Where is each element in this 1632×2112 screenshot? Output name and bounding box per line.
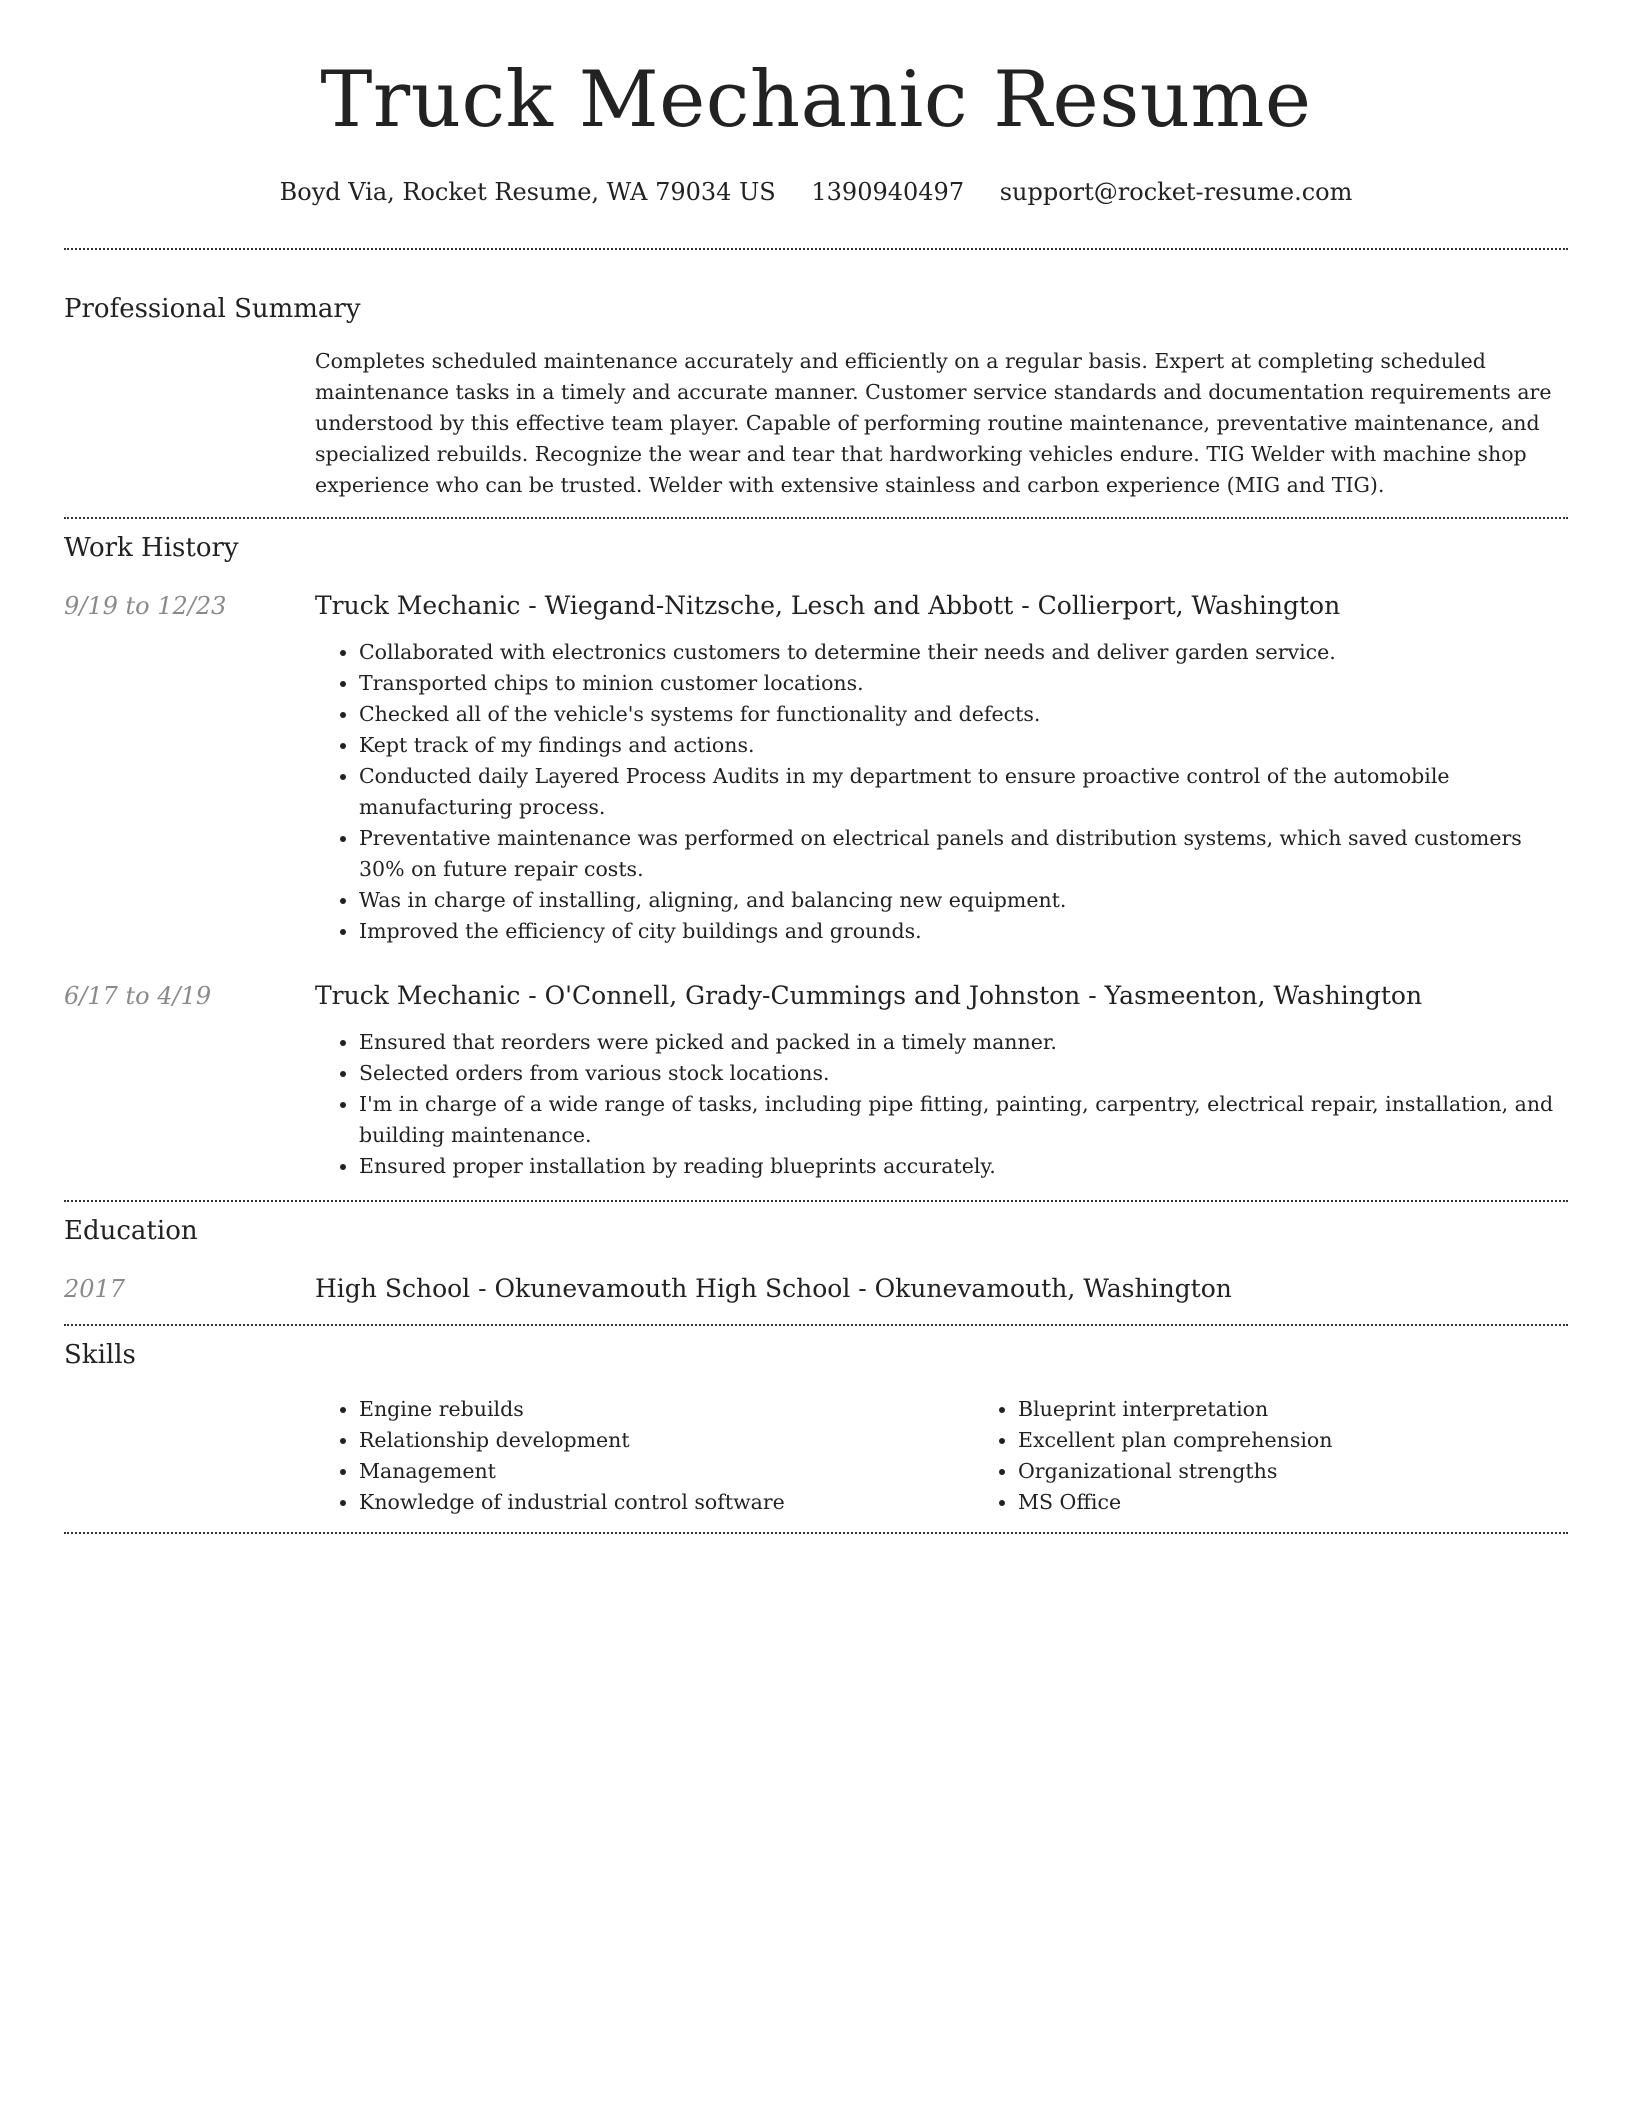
work-history-heading: Work History bbox=[64, 533, 239, 563]
skills-heading: Skills bbox=[64, 1340, 136, 1370]
education-section bbox=[64, 1214, 1568, 1306]
work-history-section bbox=[64, 531, 1568, 1182]
list-item: • Preventative maintenance was performed on electrical panels and distribution systems, which saved customers 30% on future repair costs. bbox=[359, 823, 1568, 885]
education-entry bbox=[64, 1272, 1568, 1306]
education-heading: Education bbox=[64, 1216, 198, 1246]
section-divider bbox=[64, 1200, 1568, 1202]
skills-grid bbox=[315, 1394, 1568, 1518]
list-item: • Collaborated with electronics customers to determine their needs and deliver garden service. bbox=[359, 637, 1568, 668]
list-item: • Engine rebuilds bbox=[359, 1394, 974, 1425]
list-item: • I'm in charge of a wide range of tasks, including pipe fitting, painting, carpentry, electrical repair, installation, and building maintenance. bbox=[359, 1089, 1568, 1151]
header-divider bbox=[64, 248, 1568, 250]
skills-section bbox=[64, 1338, 1568, 1518]
section-divider bbox=[64, 517, 1568, 519]
job-title: Truck Mechanic - Wiegand-Nitzsche, Lesch and Abbott - Collierport, Washington bbox=[315, 591, 1341, 620]
education-year: 2017 bbox=[64, 1275, 126, 1303]
list-item: • MS Office bbox=[1018, 1487, 1568, 1518]
summary-text: Completes scheduled maintenance accurately and efficiently on a regular basis. Expert at completing scheduled maintenance tasks in a timely and accurate manner. Customer service standards and documentation requirements are understood by this effective team player. Capable of performing routine maintenance, preventative maintenance, and specialized rebuilds. Recognize the wear and tear that hardworking vehicles endure. TIG Welder with machine shop experience who can be trusted. Welder with extensive stainless and carbon experience (MIG and TIG). bbox=[315, 349, 1552, 497]
job-bullets bbox=[315, 637, 1568, 947]
list-item: • Selected orders from various stock locations. bbox=[359, 1058, 1568, 1089]
list-item: • Relationship development bbox=[359, 1425, 974, 1456]
job-bullets bbox=[315, 1027, 1568, 1182]
job-entry bbox=[64, 589, 1568, 947]
summary-heading: Professional Summary bbox=[64, 294, 361, 324]
contact-info bbox=[64, 176, 1568, 208]
page-title: Truck Mechanic Resume bbox=[320, 55, 1312, 145]
list-item: • Blueprint interpretation bbox=[1018, 1394, 1568, 1425]
list-item: • Organizational strengths bbox=[1018, 1456, 1568, 1487]
job-title: Truck Mechanic - O'Connell, Grady-Cummings and Johnston - Yasmeenton, Washington bbox=[315, 981, 1423, 1010]
job-dates: 9/19 to 12/23 bbox=[64, 592, 227, 620]
job-dates: 6/17 to 4/19 bbox=[64, 982, 212, 1010]
list-item: • Kept track of my findings and actions. bbox=[359, 730, 1568, 761]
contact-phone: 1390940497 bbox=[811, 178, 965, 206]
list-item: • Ensured proper installation by reading blueprints accurately. bbox=[359, 1151, 1568, 1182]
footer-divider bbox=[64, 1532, 1568, 1534]
section-divider bbox=[64, 1324, 1568, 1326]
list-item: • Knowledge of industrial control software bbox=[359, 1487, 974, 1518]
list-item: • Ensured that reorders were picked and packed in a timely manner. bbox=[359, 1027, 1568, 1058]
list-item: • Checked all of the vehicle's systems for functionality and defects. bbox=[359, 699, 1568, 730]
list-item: • Management bbox=[359, 1456, 974, 1487]
summary-section bbox=[64, 292, 1568, 501]
list-item: • Conducted daily Layered Process Audits in my department to ensure proactive control of the automobile manufacturing process. bbox=[359, 761, 1568, 823]
list-item: • Was in charge of installing, aligning, and balancing new equipment. bbox=[359, 885, 1568, 916]
contact-email: support@rocket-resume.com bbox=[999, 178, 1353, 206]
education-title: High School - Okunevamouth High School - Okunevamouth, Washington bbox=[315, 1274, 1232, 1303]
contact-address: Boyd Via, Rocket Resume, WA 79034 US bbox=[279, 178, 776, 206]
job-entry bbox=[64, 979, 1568, 1182]
skills-list-right bbox=[974, 1394, 1568, 1518]
list-item: • Transported chips to minion customer locations. bbox=[359, 668, 1568, 699]
skills-list-left bbox=[315, 1394, 974, 1518]
list-item: • Improved the efficiency of city buildings and grounds. bbox=[359, 916, 1568, 947]
list-item: • Excellent plan comprehension bbox=[1018, 1425, 1568, 1456]
